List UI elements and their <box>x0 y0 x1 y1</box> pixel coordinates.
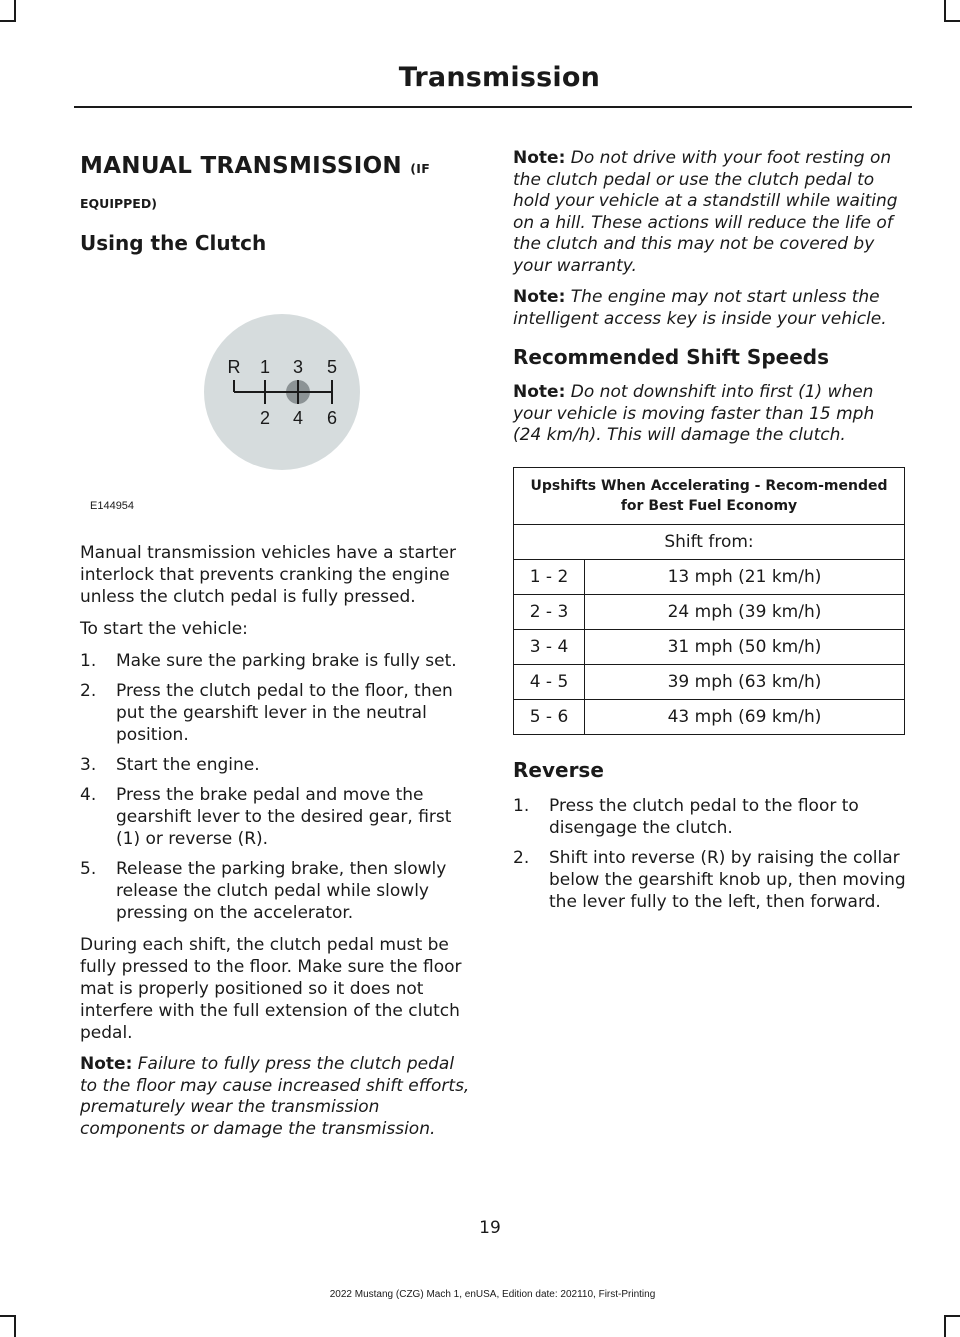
crop-mark <box>14 1315 16 1337</box>
table-row <box>514 594 905 629</box>
gear-label-6: 6 <box>326 408 338 428</box>
list-item: 3. Start the engine. <box>80 755 260 775</box>
table-row <box>514 559 905 594</box>
note-label: Note: <box>513 148 566 168</box>
table-caption-row <box>514 467 905 524</box>
list-item: 1. Make sure the parking brake is fully set. <box>80 651 457 671</box>
table-cell-speed: 39 mph (63 km/h) <box>585 664 905 699</box>
figure-code: E144954 <box>90 500 135 512</box>
header-divider <box>74 106 912 108</box>
table-cell-range: 5 - 6 <box>514 699 585 734</box>
table-caption: Upshifts When Accelerating - Recom-mended for Best Fuel Economy <box>514 467 905 524</box>
note-intelligent-key <box>513 287 906 330</box>
table-cell-speed: 43 mph (69 km/h) <box>585 699 905 734</box>
crop-mark <box>944 1315 946 1337</box>
section-heading <box>80 144 474 191</box>
subheading-using-clutch: Using the Clutch <box>80 231 267 255</box>
gear-label-3: 3 <box>292 357 304 377</box>
gear-label-1: 1 <box>259 357 271 377</box>
crop-mark <box>944 20 960 22</box>
list-item: 5. Release the parking brake, then slowly release the clutch pedal while slowly pressing on the accelerator. <box>80 859 447 923</box>
table-cell-range: 4 - 5 <box>514 664 585 699</box>
note-label: Note: <box>513 287 566 307</box>
crop-mark <box>0 1315 16 1317</box>
gear-label-r: R <box>227 357 241 377</box>
note-text: Failure to fully press the clutch pedal to the floor may cause increased shift efforts, prematurely wear the transmission components or damage the transmission. <box>80 1054 470 1139</box>
list-item: 1. Press the clutch pedal to the floor to disengage the clutch. <box>513 795 859 838</box>
list-item: 2. Press the clutch pedal to the floor, then put the gearshift lever in the neutral position. <box>80 681 453 745</box>
table-cell-range: 2 - 3 <box>514 594 585 629</box>
table-shift-from: Shift from: <box>514 524 905 559</box>
table-row <box>514 664 905 699</box>
start-lead: To start the vehicle: <box>80 619 248 639</box>
shift-pattern-figure <box>80 262 474 532</box>
list-item: 2. Shift into reverse (R) by raising the collar below the gearshift knob up, then moving the lever fully to the left, then forward. <box>513 847 906 912</box>
table-cell-range: 1 - 2 <box>514 559 585 594</box>
note-label: Note: <box>80 1054 133 1074</box>
subheading-shift-speeds: Recommended Shift Speeds <box>513 345 829 369</box>
crop-mark <box>0 20 16 22</box>
gear-label-4: 4 <box>292 408 304 428</box>
footer-edition: 2022 Mustang (CZG) Mach 1, enUSA, Edition date: 202110, First-Printing <box>329 1289 656 1300</box>
gear-label-2: 2 <box>259 408 271 428</box>
table-cell-speed: 13 mph (21 km/h) <box>585 559 905 594</box>
table-row <box>514 699 905 734</box>
note-text: Do not downshift into first (1) when your vehicle is moving faster than 15 mph (24 km/h). This will damage the clutch. <box>513 382 875 445</box>
note-clutch-failure <box>80 1054 474 1140</box>
crop-mark <box>944 0 946 22</box>
note-text: The engine may not start unless the intelligent access key is inside your vehicle. <box>513 287 887 329</box>
page-number: 19 <box>479 1218 501 1238</box>
note-foot-resting <box>513 148 906 277</box>
page-title: Transmission <box>398 62 600 93</box>
note-text: Do not drive with your foot resting on the clutch pedal or use the clutch pedal to hold your vehicle at a standstill while waiting on a hill. These actions will reduce the life of the clutch and this may not be covered by your warranty. <box>513 148 898 276</box>
shift-pattern-diagram <box>80 262 474 532</box>
right-column <box>513 140 906 923</box>
section-heading-continued: EQUIPPED) <box>80 196 157 211</box>
section-heading-suffix: (IF <box>410 161 431 176</box>
note-label: Note: <box>513 382 566 402</box>
intro-paragraph: Manual transmission vehicles have a starter interlock that prevents cranking the engine unless the clutch pedal is fully pressed. <box>80 543 456 607</box>
table-cell-range: 3 - 4 <box>514 629 585 664</box>
gear-label-5: 5 <box>326 357 338 377</box>
during-shift-paragraph: During each shift, the clutch pedal must be fully pressed to the floor. Make sure the floor mat is properly positioned so it does not interfere with the full extension of the clutch pedal. <box>80 935 462 1043</box>
left-column <box>80 140 474 1150</box>
section-heading-main: MANUAL TRANSMISSION <box>80 153 402 179</box>
reverse-steps-list <box>513 795 906 913</box>
table-cell-speed: 24 mph (39 km/h) <box>585 594 905 629</box>
table-cell-speed: 31 mph (50 km/h) <box>585 629 905 664</box>
table-header-row <box>514 524 905 559</box>
crop-mark <box>944 1315 960 1317</box>
list-item: 4. Press the brake pedal and move the gearshift lever to the desired gear, first (1) or reverse (R). <box>80 785 452 849</box>
crop-mark <box>14 0 16 22</box>
note-downshift <box>513 382 906 447</box>
shift-speeds-table <box>513 467 905 735</box>
table-row <box>514 629 905 664</box>
start-steps-list <box>80 650 474 924</box>
subheading-reverse: Reverse <box>513 757 604 782</box>
